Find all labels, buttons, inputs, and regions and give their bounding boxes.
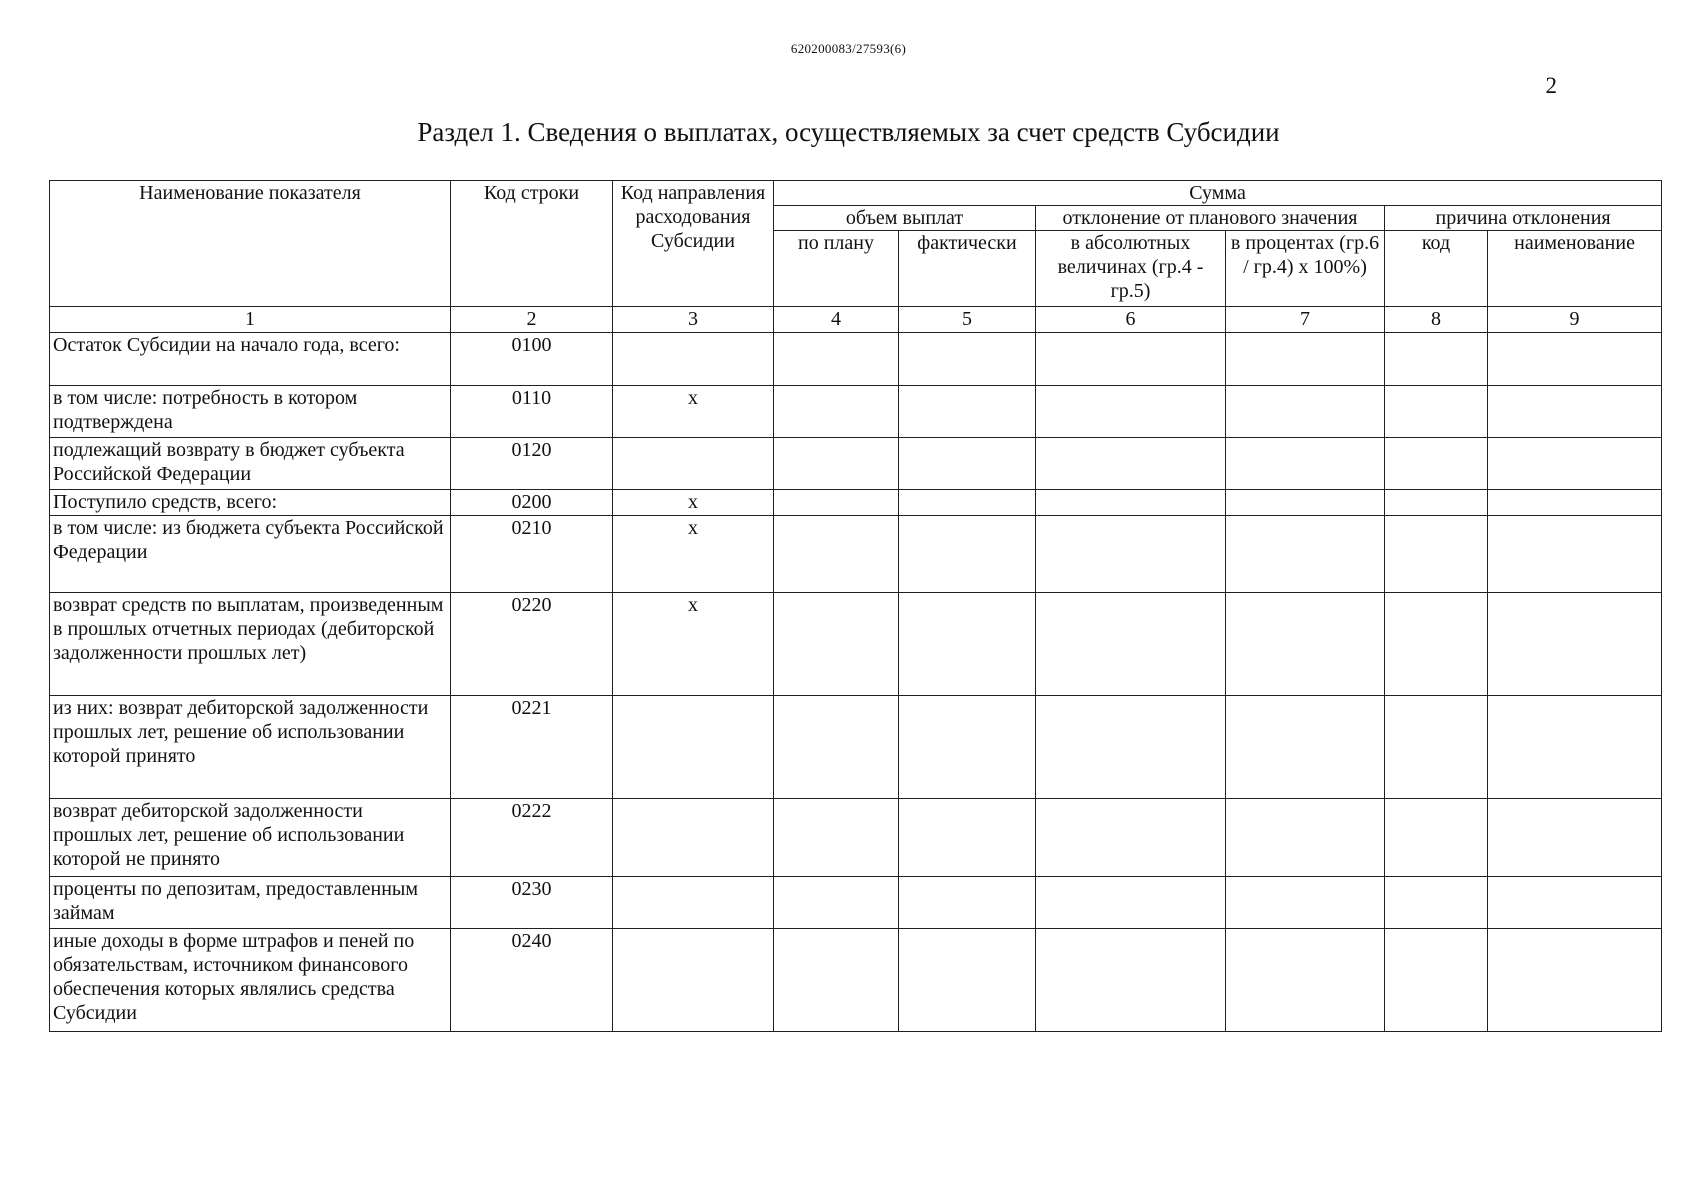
cell-actual	[899, 490, 1036, 516]
cell-actual	[899, 696, 1036, 799]
header-row-code: Код строки	[451, 181, 613, 307]
cell-by-plan	[774, 877, 899, 929]
column-number: 8	[1385, 307, 1488, 333]
table-row	[50, 877, 1662, 929]
cell-reason-name	[1488, 929, 1662, 1032]
cell-percent	[1226, 438, 1385, 490]
header-reason-name: наименование	[1488, 231, 1662, 307]
column-number: 1	[50, 307, 451, 333]
cell-actual	[899, 593, 1036, 696]
row-name: из них: возврат дебиторской задолженности прошлых лет, решение об использовании которой принято	[50, 696, 451, 799]
header-absolute: в абсолютных величинах (гр.4 - гр.5)	[1036, 231, 1226, 307]
header-deviation: отклонение от планового значения	[1036, 206, 1385, 231]
document-id: 620200083/27593(6)	[790, 41, 907, 56]
cell-percent	[1226, 929, 1385, 1032]
cell-reason-code	[1385, 799, 1488, 877]
header-sum: Сумма	[774, 181, 1662, 206]
column-number: 9	[1488, 307, 1662, 333]
column-number-row	[50, 307, 1662, 333]
table-row	[50, 516, 1662, 593]
cell-absolute	[1036, 696, 1226, 799]
table-row	[50, 386, 1662, 438]
page-number: 2	[1545, 73, 1557, 98]
row-direction-code	[613, 438, 774, 490]
cell-reason-name	[1488, 696, 1662, 799]
cell-actual	[899, 516, 1036, 593]
header-percent: в процентах (гр.6 / гр.4) х 100%)	[1226, 231, 1385, 307]
cell-absolute	[1036, 799, 1226, 877]
row-direction-code	[613, 929, 774, 1032]
payments-table	[49, 180, 1662, 1032]
cell-reason-code	[1385, 929, 1488, 1032]
cell-reason-code	[1385, 696, 1488, 799]
cell-reason-code	[1385, 877, 1488, 929]
table-row	[50, 333, 1662, 386]
cell-reason-name	[1488, 593, 1662, 696]
cell-actual	[899, 386, 1036, 438]
cell-actual	[899, 333, 1036, 386]
cell-by-plan	[774, 799, 899, 877]
row-code: 0240	[451, 929, 613, 1032]
table-row	[50, 696, 1662, 799]
row-direction-code: х	[613, 516, 774, 593]
cell-reason-code	[1385, 438, 1488, 490]
cell-percent	[1226, 696, 1385, 799]
row-direction-code	[613, 333, 774, 386]
table-row	[50, 438, 1662, 490]
cell-percent	[1226, 516, 1385, 593]
cell-absolute	[1036, 386, 1226, 438]
cell-reason-name	[1488, 490, 1662, 516]
cell-by-plan	[774, 438, 899, 490]
row-code: 0230	[451, 877, 613, 929]
header-by-plan: по плану	[774, 231, 899, 307]
cell-actual	[899, 799, 1036, 877]
header-reason-code: код	[1385, 231, 1488, 307]
cell-actual	[899, 438, 1036, 490]
row-name: подлежащий возврату в бюджет субъекта Российской Федерации	[50, 438, 451, 490]
cell-actual	[899, 877, 1036, 929]
row-code: 0100	[451, 333, 613, 386]
row-name: иные доходы в форме штрафов и пеней по обязательствам, источником финансового обеспечения которых являлись средства Субсидии	[50, 929, 451, 1032]
cell-by-plan	[774, 593, 899, 696]
table-row	[50, 593, 1662, 696]
cell-absolute	[1036, 929, 1226, 1032]
cell-by-plan	[774, 929, 899, 1032]
cell-percent	[1226, 593, 1385, 696]
row-name: в том числе: из бюджета субъекта Российской Федерации	[50, 516, 451, 593]
row-name: возврат средств по выплатам, произведенным в прошлых отчетных периодах (дебиторской задолженности прошлых лет)	[50, 593, 451, 696]
cell-absolute	[1036, 438, 1226, 490]
table-row	[50, 490, 1662, 516]
row-direction-code: х	[613, 490, 774, 516]
cell-percent	[1226, 877, 1385, 929]
cell-absolute	[1036, 333, 1226, 386]
column-number: 2	[451, 307, 613, 333]
cell-reason-name	[1488, 386, 1662, 438]
row-code: 0220	[451, 593, 613, 696]
cell-reason-code	[1385, 593, 1488, 696]
cell-by-plan	[774, 490, 899, 516]
cell-percent	[1226, 333, 1385, 386]
row-name: Поступило средств, всего:	[50, 490, 451, 516]
header-actual: фактически	[899, 231, 1036, 307]
row-name: возврат дебиторской задолженности прошлых лет, решение об использовании которой не принято	[50, 799, 451, 877]
cell-by-plan	[774, 696, 899, 799]
row-name: в том числе: потребность в котором подтверждена	[50, 386, 451, 438]
column-number: 7	[1226, 307, 1385, 333]
table-row	[50, 929, 1662, 1032]
row-name: Остаток Субсидии на начало года, всего:	[50, 333, 451, 386]
cell-reason-name	[1488, 877, 1662, 929]
section-title: Раздел 1. Сведения о выплатах, осуществляемых за счет средств Субсидии	[417, 117, 1280, 147]
cell-reason-code	[1385, 490, 1488, 516]
cell-reason-code	[1385, 386, 1488, 438]
column-number: 5	[899, 307, 1036, 333]
table-row	[50, 799, 1662, 877]
row-code: 0110	[451, 386, 613, 438]
column-number: 4	[774, 307, 899, 333]
row-direction-code	[613, 799, 774, 877]
cell-absolute	[1036, 877, 1226, 929]
header-name: Наименование показателя	[50, 181, 451, 307]
row-direction-code: х	[613, 593, 774, 696]
row-direction-code: х	[613, 386, 774, 438]
header-deviation-reason: причина отклонения	[1385, 206, 1662, 231]
cell-reason-code	[1385, 333, 1488, 386]
cell-percent	[1226, 799, 1385, 877]
row-name: проценты по депозитам, предоставленным займам	[50, 877, 451, 929]
cell-absolute	[1036, 593, 1226, 696]
table-header	[50, 181, 1662, 333]
cell-by-plan	[774, 333, 899, 386]
cell-reason-name	[1488, 438, 1662, 490]
header-payout-volume: объем выплат	[774, 206, 1036, 231]
column-number: 3	[613, 307, 774, 333]
cell-reason-name	[1488, 799, 1662, 877]
cell-absolute	[1036, 516, 1226, 593]
row-code: 0210	[451, 516, 613, 593]
cell-absolute	[1036, 490, 1226, 516]
cell-actual	[899, 929, 1036, 1032]
cell-reason-name	[1488, 333, 1662, 386]
row-code: 0221	[451, 696, 613, 799]
header-direction-code: Код направления расходования Субсидии	[613, 181, 774, 307]
column-number: 6	[1036, 307, 1226, 333]
row-code: 0120	[451, 438, 613, 490]
cell-reason-name	[1488, 516, 1662, 593]
cell-by-plan	[774, 386, 899, 438]
row-code: 0200	[451, 490, 613, 516]
cell-reason-code	[1385, 516, 1488, 593]
cell-percent	[1226, 386, 1385, 438]
row-code: 0222	[451, 799, 613, 877]
cell-percent	[1226, 490, 1385, 516]
row-direction-code	[613, 877, 774, 929]
row-direction-code	[613, 696, 774, 799]
cell-by-plan	[774, 516, 899, 593]
